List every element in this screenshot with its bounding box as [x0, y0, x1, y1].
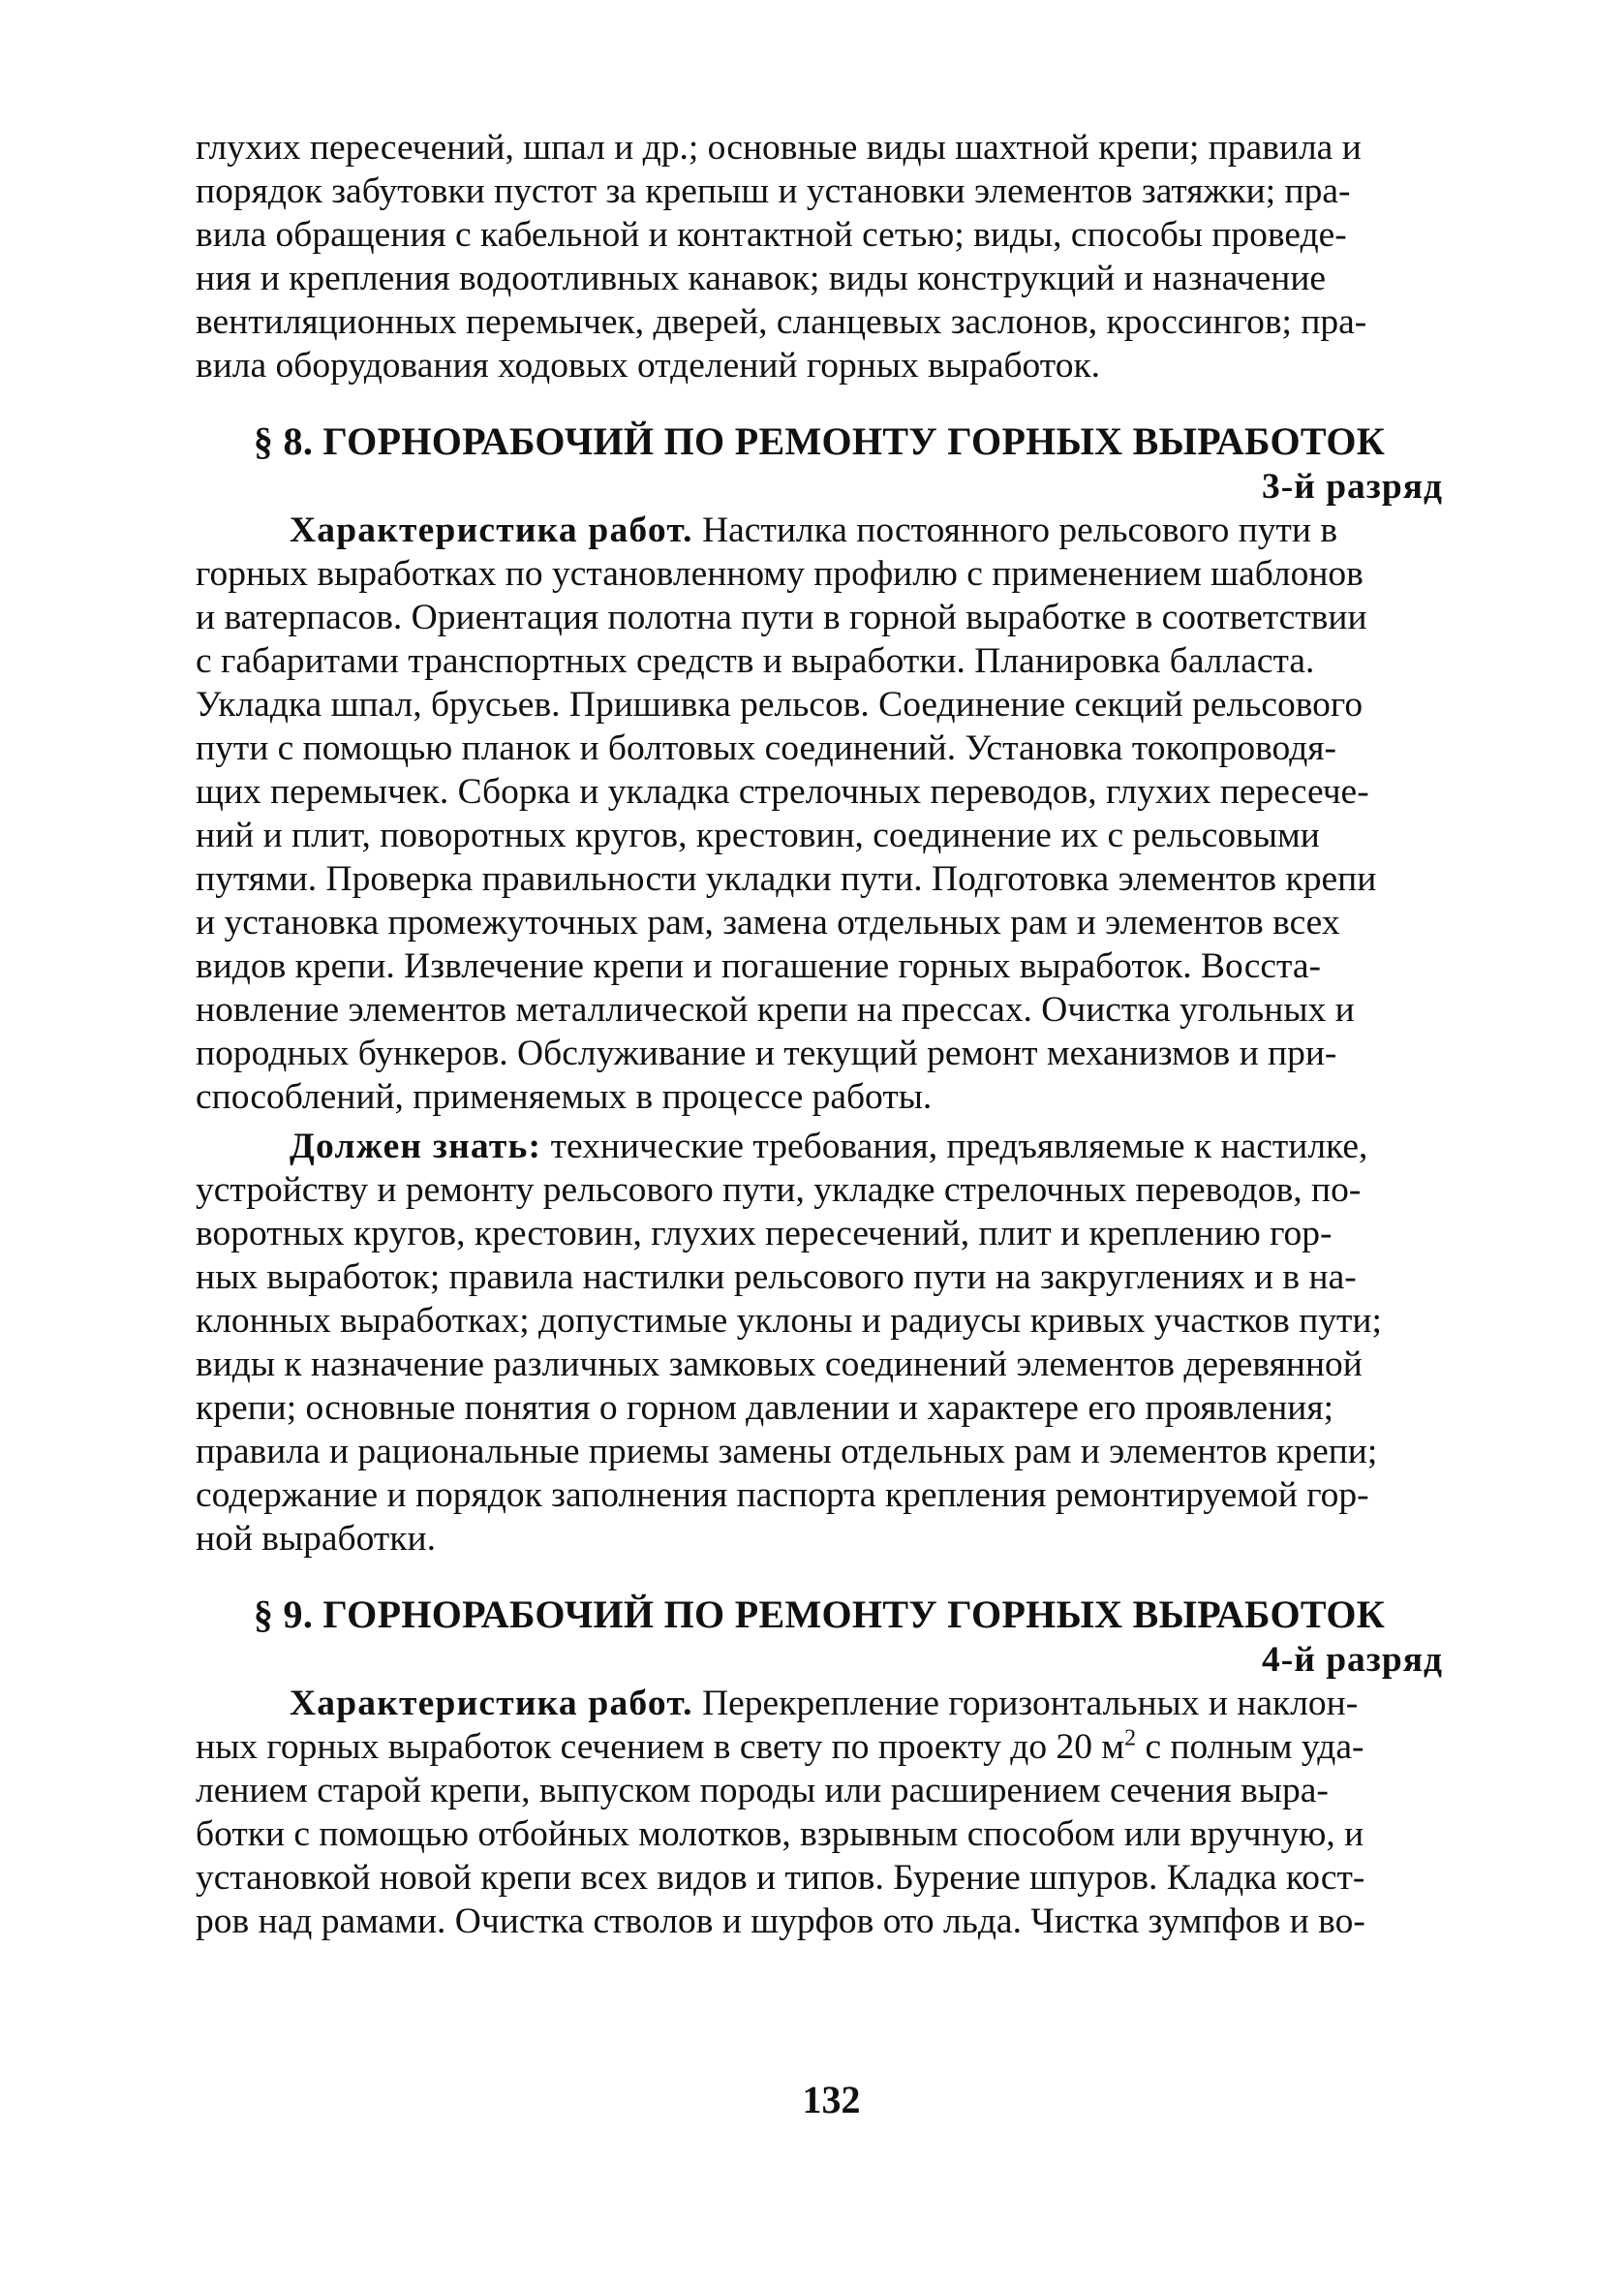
- text-line: ной выработки.: [196, 1519, 436, 1559]
- text-line: ботки с помощью отбойных молотков, взрывным способом или вручную, и: [196, 1814, 1364, 1854]
- page-content: [196, 126, 1443, 1943]
- superscript: 2: [1124, 1725, 1137, 1751]
- text-line: и ватерпасов. Ориентация полотна пути в горной выработке в соответствии: [196, 598, 1367, 637]
- text-line: порядок забутовки пустот за крепыш и установки элементов затяжки; пра-: [196, 171, 1351, 211]
- text-line: горных выработках по установленному профилю с применением шаблонов: [196, 554, 1364, 594]
- text-line: новление элементов металлической крепи на прессах. Очистка угольных и: [196, 990, 1355, 1030]
- text-span: Настилка постоянного рельсового пути в: [702, 510, 1338, 550]
- text-line: вила обращения с кабельной и контактной сетью; виды, способы проведе-: [196, 215, 1347, 255]
- work-label: Характеристика работ.: [290, 510, 693, 550]
- text-line: ния и крепления водоотливных канавок; виды конструкций и назначение: [196, 259, 1327, 298]
- text-line: пути с помощью планок и болтовых соединений. Установка токопроводя-: [196, 728, 1337, 768]
- text-span: технические требования, предъявляемые к настилке,: [550, 1127, 1368, 1166]
- text-line: видов крепи. Извлечение крепи и погашение горных выработок. Восста-: [196, 946, 1322, 986]
- text-line: породных бункеров. Обслуживание и текущий ремонт механизмов и при-: [196, 1034, 1337, 1073]
- text-line: вентиляционных перемычек, дверей, сланцевых заслонов, кроссингов; пра-: [196, 302, 1367, 342]
- text-line: воротных кругов, крестовин, глухих пересечений, плит и креплению гор-: [196, 1214, 1333, 1253]
- section-9-heading: § 9. ГОРНОРАБОЧИЙ ПО РЕМОНТУ ГОРНЫХ ВЫРАБОТОК: [253, 1593, 1386, 1636]
- section-8-grade: 3-й разряд: [1261, 467, 1443, 507]
- text-line: [196, 1682, 1443, 1725]
- text-line: [196, 1125, 1443, 1168]
- section-9-work-paragraph: [196, 1682, 1443, 1943]
- text-line: ров над рамами. Очистка стволов и шурфов ото льда. Чистка зумпфов и во-: [196, 1902, 1365, 1941]
- text-line: крепи; основные понятия о горном давлении и характере его проявления;: [196, 1388, 1334, 1428]
- text-line: содержание и порядок заполнения паспорта крепления ремонтируемой гор-: [196, 1475, 1369, 1515]
- section-8-heading: § 8. ГОРНОРАБОЧИЙ ПО РЕМОНТУ ГОРНЫХ ВЫРАБОТОК: [253, 419, 1386, 463]
- text-line: установкой новой крепи всех видов и типов. Бурение шпуров. Кладка кост-: [196, 1858, 1365, 1898]
- text-line: глухих пересечений, шпал и др.; основные виды шахтной крепи; правила и: [196, 128, 1362, 168]
- text-line: клонных выработках; допустимые уклоны и радиусы кривых участков пути;: [196, 1301, 1382, 1341]
- work-label: Характеристика работ.: [290, 1684, 693, 1723]
- text-line: вила оборудования ходовых отделений горных выработок.: [196, 346, 1101, 386]
- text-line: способлений, применяемых в процессе работы.: [196, 1077, 933, 1117]
- section-9-grade: 4-й разряд: [1261, 1640, 1443, 1680]
- text-line: ных выработок; правила настилки рельсового пути на закруглениях и в на-: [196, 1257, 1357, 1297]
- text-span: ных горных выработок сечением в свету по проекту до 20 м: [196, 1727, 1125, 1767]
- intro-paragraph: [196, 126, 1443, 387]
- text-line: щих перемычек. Сборка и укладка стрелочных переводов, глухих пересече-: [196, 772, 1369, 812]
- text-line: [196, 509, 1443, 552]
- text-span: с полным уда-: [1136, 1727, 1364, 1767]
- text-line: с габаритами транспортных средств и выработки. Планировка балласта.: [196, 641, 1315, 681]
- text-line: Укладка шпал, брусьев. Пришивка рельсов. Соединение секций рельсового: [196, 685, 1364, 725]
- text-line: путями. Проверка правильности укладки пути. Подготовка элементов крепи: [196, 859, 1377, 899]
- text-line: [196, 1725, 1443, 1769]
- text-line: ний и плит, поворотных кругов, крестовин, соединение их с рельсовыми: [196, 816, 1320, 855]
- page-number: 132: [802, 2078, 861, 2121]
- text-line: правила и рациональные приемы замены отдельных рам и элементов крепи;: [196, 1432, 1378, 1471]
- section-8-knowledge-paragraph: [196, 1125, 1443, 1561]
- text-line: устройству и ремонту рельсового пути, укладке стрелочных переводов, по-: [196, 1170, 1362, 1210]
- text-line: лением старой крепи, выпуском породы или расширением сечения выра-: [196, 1771, 1329, 1810]
- text-span: Перекрепление горизонтальных и наклон-: [702, 1684, 1359, 1723]
- knowledge-label: Должен знать:: [290, 1127, 542, 1166]
- text-line: и установка промежуточных рам, замена отдельных рам и элементов всех: [196, 903, 1340, 943]
- section-8-work-paragraph: [196, 509, 1443, 1119]
- text-line: виды к назначение различных замковых соединений элементов деревянной: [196, 1345, 1363, 1384]
